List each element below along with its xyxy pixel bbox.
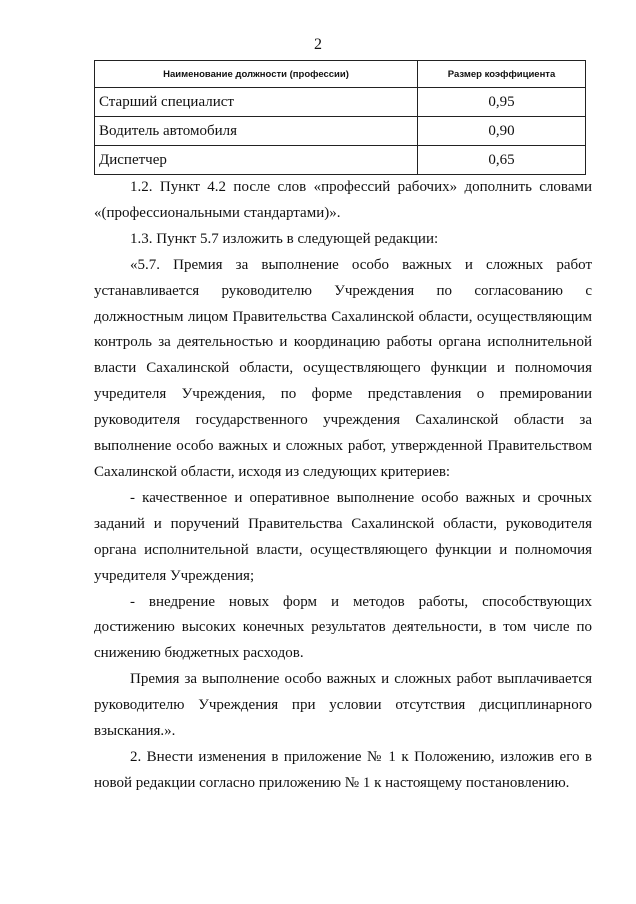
position-name-cell: Старший специалист	[95, 88, 418, 117]
table-row	[95, 117, 586, 146]
coefficient-cell: 0,65	[418, 146, 586, 175]
header-coefficient: Размер коэффициента	[418, 61, 586, 88]
position-name-cell: Диспетчер	[95, 146, 418, 175]
criterion-item-2: - внедрение новых форм и методов работы, способствующих достижению высоких конечных результатов деятельности, в том числе по снижению бюджетных расходов.	[94, 593, 592, 662]
table-header-row	[95, 61, 586, 88]
paragraph-2: 2. Внести изменения в приложение № 1 к Положению, изложив его в новой редакции согласно приложению № 1 к настоящему постановлению.	[94, 748, 592, 791]
table-row	[95, 88, 586, 117]
document-body	[94, 175, 592, 797]
table-row	[95, 146, 586, 175]
paragraph-bonus-condition: Премия за выполнение особо важных и сложных работ выплачивается руководителю Учреждения при условии отсутствия дисциплинарного взыскания.».	[94, 671, 592, 740]
criterion-item-1: - качественное и оперативное выполнение особо важных и срочных заданий и поручений Правительства Сахалинской области, руководителя органа исполнительной власти, осуществляющего функции и полномочия учредителя Учреждения;	[94, 489, 592, 584]
paragraph-1-3: 1.3. Пункт 5.7 изложить в следующей редакции:	[130, 230, 439, 247]
coefficient-table	[94, 60, 586, 175]
header-position-name: Наименование должности (профессии)	[95, 61, 418, 88]
page-number: 2	[314, 36, 322, 53]
paragraph-5-7: «5.7. Премия за выполнение особо важных и сложных работ устанавливается руководителю Учреждения по согласованию с должностным лицом Правительства Сахалинской области, осуществляющим контроль за деятельностью и координацию работы органа исполнительной власти Сахалинской области, осуществляющего функции и полномочия учредителя Учреждения, по форме представления о премировании руководителя государственного учреждения Сахалинской области за выполнение особо важных и сложных работ, утвержденной Правительством Сахалинской области, исходя из следующих критериев:	[94, 256, 592, 480]
coefficient-cell: 0,95	[418, 88, 586, 117]
coefficient-cell: 0,90	[418, 117, 586, 146]
position-name-cell: Водитель автомобиля	[95, 117, 418, 146]
paragraph-1-2: 1.2. Пункт 4.2 после слов «профессий рабочих» дополнить словами «(профессиональными стандартами)».	[94, 179, 592, 221]
